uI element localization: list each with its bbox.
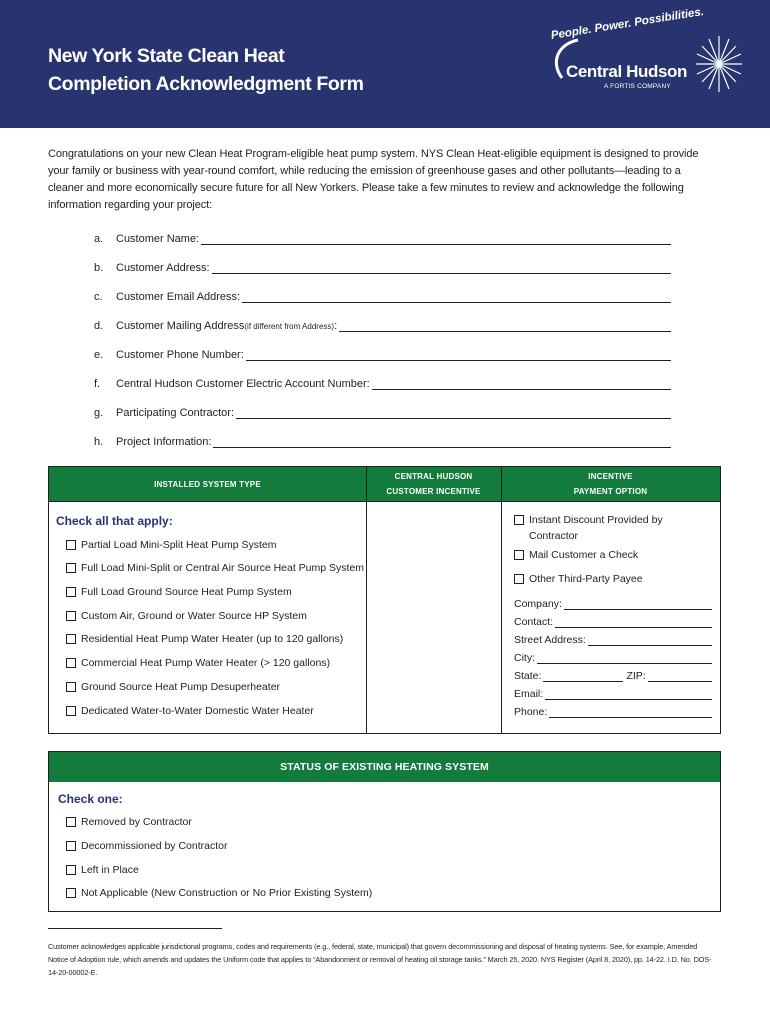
- checkbox[interactable]: [66, 841, 76, 851]
- checkbox[interactable]: [514, 574, 524, 584]
- field-label: Customer Phone Number:: [116, 349, 244, 361]
- system-type-label: Ground Source Heat Pump Desuperheater: [81, 681, 281, 693]
- system-type-option[interactable]: [66, 610, 307, 622]
- field-label: Central Hudson Customer Electric Account Number:: [116, 378, 370, 390]
- status-option[interactable]: [66, 840, 227, 852]
- field-note: (if different from Address): [244, 322, 335, 331]
- field-label: Project Information:: [116, 436, 212, 448]
- payee-city-field[interactable]: [514, 650, 712, 664]
- footnote-rule: [48, 928, 222, 929]
- payee-phone-label: Phone:: [514, 706, 548, 718]
- status-option[interactable]: [66, 887, 372, 899]
- form-field[interactable]: [94, 258, 671, 274]
- field-letter: d.: [94, 320, 104, 332]
- table-header: [49, 467, 720, 501]
- checkbox[interactable]: [66, 540, 76, 550]
- payee-contact-field[interactable]: [514, 614, 712, 628]
- payment-option-header: [501, 467, 720, 501]
- check-all-label: Check all that apply:: [56, 514, 173, 528]
- field-input-line[interactable]: [213, 436, 671, 448]
- check-one-label: Check one:: [58, 792, 123, 806]
- payee-company-label: Company:: [514, 598, 562, 610]
- payee-street-field[interactable]: [514, 632, 712, 646]
- system-type-option[interactable]: [66, 633, 343, 645]
- title-line-1: New York State Clean Heat: [48, 45, 285, 67]
- field-input-line[interactable]: [372, 378, 671, 390]
- payment-option-mail-check[interactable]: [514, 547, 638, 563]
- logo-brand: Central Hudson: [566, 62, 687, 81]
- system-type-label: Full Load Mini-Split or Central Air Source Heat Pump System: [81, 562, 365, 574]
- checkbox[interactable]: [66, 888, 76, 898]
- intro-paragraph: Congratulations on your new Clean Heat Program-eligible heat pump system. NYS Clean Heat-eligible equipment is designed to provide your family or business with year-round comfort, while reducing the emission of greenhouse gases and other pollutants—leading to a cleaner and more economically secure future for all New Yorkers. Please take a few minutes to review and acknowledge the following information regarding your project:: [48, 148, 699, 211]
- checkbox[interactable]: [66, 611, 76, 621]
- logo-sub: A FORTIS COMPANY: [604, 83, 671, 90]
- checkbox[interactable]: [66, 817, 76, 827]
- payee-email-label: Email:: [514, 688, 544, 700]
- checkbox[interactable]: [66, 587, 76, 597]
- system-type-option[interactable]: [66, 705, 314, 717]
- payment-option-label: Instant Discount Provided by: [529, 514, 663, 526]
- field-letter: e.: [94, 349, 104, 361]
- payee-email-field[interactable]: [514, 686, 712, 700]
- field-input-line[interactable]: [246, 349, 671, 361]
- field-letter: h.: [94, 436, 104, 448]
- payee-street-label: Street Address:: [514, 634, 586, 646]
- status-header: STATUS OF EXISTING HEATING SYSTEM: [49, 752, 720, 782]
- field-input-line[interactable]: [212, 262, 671, 274]
- payee-city-label: City:: [514, 652, 535, 664]
- field-input-line[interactable]: [339, 320, 671, 332]
- payee-zip-line[interactable]: [648, 672, 712, 682]
- title-line-2: Completion Acknowledgment Form: [48, 73, 364, 95]
- status-option-label: Not Applicable (New Construction or No Prior Existing System): [81, 887, 373, 899]
- field-input-line[interactable]: [201, 233, 671, 245]
- payee-company-line[interactable]: [564, 600, 712, 610]
- status-option[interactable]: [66, 816, 192, 828]
- field-label: Customer Name:: [116, 233, 200, 245]
- header-banner: [0, 0, 770, 128]
- installed-system-table: [48, 466, 721, 734]
- payment-option-header-line2: PAYMENT OPTION: [573, 487, 648, 496]
- field-colon: :: [334, 320, 338, 332]
- status-option[interactable]: [66, 864, 139, 876]
- payment-option-header-line1: INCENTIVE: [588, 472, 633, 481]
- checkbox[interactable]: [66, 682, 76, 692]
- system-type-label: Partial Load Mini-Split Heat Pump System: [81, 539, 277, 551]
- payee-contact-line[interactable]: [555, 618, 712, 628]
- field-label: Customer Mailing Address: [116, 320, 245, 332]
- field-input-line[interactable]: [242, 291, 671, 303]
- system-type-option[interactable]: [66, 657, 330, 669]
- status-option-label: Decommissioned by Contractor: [81, 840, 228, 852]
- field-label: Customer Email Address:: [116, 291, 241, 303]
- checkbox[interactable]: [514, 550, 524, 560]
- system-type-option[interactable]: [66, 681, 280, 693]
- form-field[interactable]: [94, 229, 671, 245]
- starburst-icon: [694, 34, 744, 94]
- form-field[interactable]: [94, 287, 671, 303]
- payee-email-line[interactable]: [545, 690, 712, 700]
- checkbox[interactable]: [66, 658, 76, 668]
- status-option-label: Left in Place: [81, 864, 139, 876]
- system-type-option[interactable]: [66, 586, 292, 598]
- header-divider: [49, 501, 720, 502]
- logo-tagline: People. Power. Possibilities.: [550, 5, 705, 42]
- system-type-option[interactable]: [66, 539, 277, 551]
- installed-system-type-header: INSTALLED SYSTEM TYPE: [49, 467, 366, 501]
- payee-phone-line[interactable]: [549, 708, 712, 718]
- field-input-line[interactable]: [236, 407, 671, 419]
- payee-state-label: State:: [514, 670, 542, 682]
- payee-state-line[interactable]: [543, 672, 623, 682]
- footnote: Customer acknowledges applicable jurisdictional programs, codes and requirements (e.g., federal, state, municipal) that govern decommissioning and disposal of heating systems. See, for example, Amended Notice of Adoption rule, which amends and updates the Uniform code that applies to “Abandonment or removal of heating oil storage tanks.” March 25, 2020. NYS Register (April 8, 2020), pp. 14-22. I.D. No. DOS-14-20-00002-E.: [48, 942, 712, 977]
- payee-phone-field[interactable]: [514, 704, 712, 718]
- customer-incentive-header: [366, 467, 501, 501]
- system-type-label: Commercial Heat Pump Water Heater (> 120 gallons): [81, 657, 331, 669]
- form-field[interactable]: [94, 432, 671, 448]
- column-divider: [501, 467, 502, 733]
- system-type-label: Full Load Ground Source Heat Pump System: [81, 586, 292, 598]
- payee-street-line[interactable]: [588, 636, 712, 646]
- page-title: [48, 42, 364, 98]
- checkbox[interactable]: [66, 706, 76, 716]
- system-type-label: Custom Air, Ground or Water Source HP System: [81, 610, 307, 622]
- system-type-option[interactable]: [66, 562, 364, 574]
- payment-option-label: Mail Customer a Check: [529, 549, 639, 561]
- system-type-label: Residential Heat Pump Water Heater (up to 120 gallons): [81, 633, 344, 645]
- form-field[interactable]: [94, 403, 671, 419]
- system-type-label: Dedicated Water-to-Water Domestic Water Heater: [81, 705, 314, 717]
- column-divider: [366, 467, 367, 733]
- payee-company-field[interactable]: [514, 596, 712, 610]
- field-letter: g.: [94, 407, 104, 419]
- payment-option-label-line2: Contractor: [529, 530, 579, 542]
- payee-city-line[interactable]: [537, 654, 712, 664]
- form-field[interactable]: [94, 374, 671, 390]
- form-field[interactable]: [94, 345, 671, 361]
- central-hudson-logo: [548, 5, 748, 106]
- existing-heating-status-box: [48, 751, 721, 912]
- payee-state-zip-field[interactable]: [514, 668, 712, 682]
- payment-option-instant-discount[interactable]: [514, 512, 663, 544]
- customer-incentive-header-line2: CUSTOMER INCENTIVE: [386, 487, 481, 496]
- form-field[interactable]: [94, 316, 671, 332]
- payment-option-label: Other Third-Party Payee: [529, 573, 643, 585]
- field-letter: c.: [94, 291, 103, 303]
- field-letter: f.: [94, 378, 101, 390]
- checkbox[interactable]: [66, 865, 76, 875]
- payee-contact-label: Contact:: [514, 616, 554, 628]
- payee-zip-label: ZIP:: [626, 670, 646, 682]
- field-label: Customer Address:: [116, 262, 210, 274]
- payment-option-third-party[interactable]: [514, 571, 643, 587]
- checkbox[interactable]: [514, 515, 524, 525]
- customer-incentive-header-line1: CENTRAL HUDSON: [394, 472, 473, 481]
- status-option-label: Removed by Contractor: [81, 816, 192, 828]
- field-label: Participating Contractor:: [116, 407, 234, 419]
- checkbox[interactable]: [66, 563, 76, 573]
- field-letter: a.: [94, 233, 104, 245]
- field-letter: b.: [94, 262, 104, 274]
- checkbox[interactable]: [66, 634, 76, 644]
